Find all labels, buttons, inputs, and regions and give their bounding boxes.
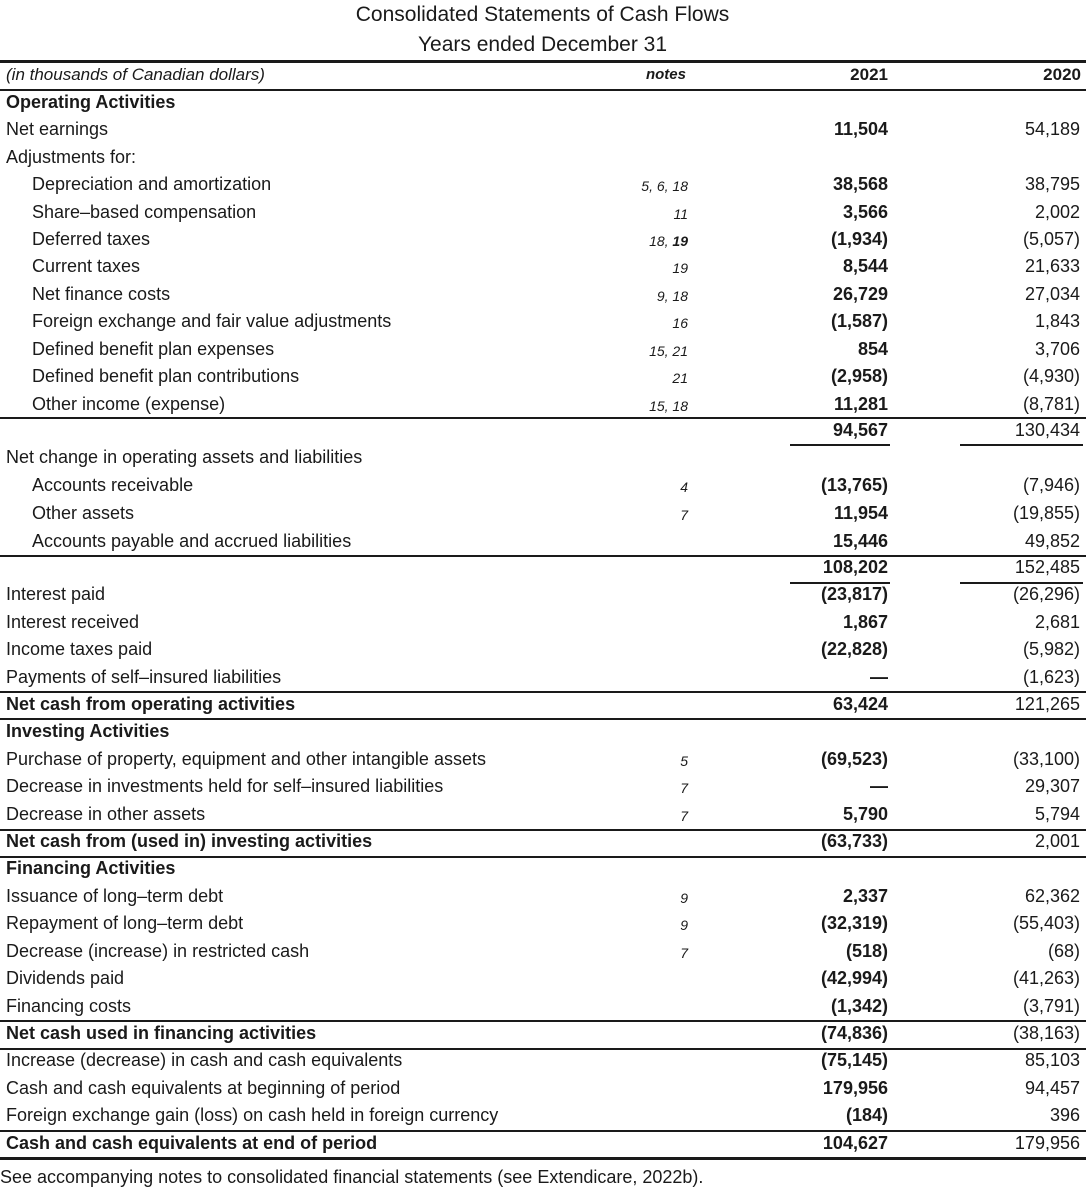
- footnote: See accompanying notes to consolidated financial statements (see Extendicare, 2022b).: [0, 1167, 704, 1187]
- value-2020: (5,982): [1022, 639, 1080, 659]
- value-2020: (8,781): [1022, 394, 1080, 414]
- value-2020: 62,362: [1024, 886, 1080, 906]
- row-label: Interest paid: [6, 584, 106, 604]
- table-row: [0, 171, 1086, 198]
- value-2021: 94,567: [832, 420, 888, 440]
- value-2020: (68): [1047, 941, 1080, 961]
- value-2021: (42,994): [820, 968, 888, 988]
- value-2020: 152,485: [1014, 557, 1080, 577]
- table-rule: [0, 718, 1086, 720]
- row-notes: [630, 228, 688, 255]
- row-label: Cash and cash equivalents at end of period: [6, 1133, 378, 1153]
- value-2021: 3,566: [842, 202, 888, 222]
- value-2020: 5,794: [1034, 804, 1080, 824]
- row-label: Accounts receivable: [32, 475, 194, 495]
- table-row: [0, 938, 1086, 965]
- value-2021: 104,627: [822, 1133, 888, 1153]
- value-2020: (5,057): [1022, 229, 1080, 249]
- row-notes: 5, 6, 18: [641, 178, 688, 194]
- value-2021: 854: [857, 339, 888, 359]
- table-rule: [0, 1048, 1086, 1050]
- row-label: Decrease in other assets: [6, 804, 206, 824]
- row-notes: 7: [680, 507, 688, 523]
- value-2020: 2,001: [1034, 831, 1080, 851]
- row-notes: 9, 18: [656, 288, 688, 304]
- row-label: Financing costs: [6, 996, 132, 1016]
- row-label: Net earnings: [6, 119, 109, 139]
- row-notes: 7: [680, 945, 688, 961]
- row-label: Net cash from operating activities: [6, 694, 296, 714]
- value-2021: —: [870, 776, 888, 796]
- table-rule: [0, 555, 1086, 557]
- value-2020: (3,791): [1022, 996, 1080, 1016]
- value-2020: 21,633: [1024, 256, 1080, 276]
- row-label: Repayment of long–term debt: [6, 913, 244, 933]
- value-2020: 121,265: [1014, 694, 1080, 714]
- table-row: [0, 528, 1086, 555]
- table-row: [0, 391, 1086, 418]
- table-row: [0, 718, 1086, 745]
- table-row: [0, 281, 1086, 308]
- row-notes: 19: [672, 260, 688, 276]
- table-row: [0, 1130, 1086, 1157]
- table-row: [0, 116, 1086, 143]
- subtotal-rule: [960, 444, 1083, 446]
- table-row: [0, 883, 1086, 910]
- row-label: Income taxes paid: [6, 639, 153, 659]
- table-row: [0, 308, 1086, 335]
- row-label: Current taxes: [32, 256, 141, 276]
- value-2021: 179,956: [822, 1078, 888, 1098]
- value-2020: (41,263): [1012, 968, 1080, 988]
- value-2021: 26,729: [832, 284, 888, 304]
- value-2021: 11,504: [833, 119, 888, 139]
- table-row: [0, 910, 1086, 937]
- table-row: [0, 1075, 1086, 1102]
- value-2020: (4,930): [1022, 366, 1080, 386]
- value-2021: 2,337: [842, 886, 888, 906]
- table-rule: [0, 691, 1086, 693]
- row-notes: 11: [673, 206, 688, 222]
- value-2021: (13,765): [820, 475, 888, 495]
- value-2021: 15,446: [832, 531, 888, 551]
- value-2020: 2,002: [1034, 202, 1080, 222]
- value-2020: 27,034: [1024, 284, 1080, 304]
- value-2020: (55,403): [1012, 913, 1080, 933]
- value-2021: 63,424: [832, 694, 888, 714]
- row-label: Net cash used in financing activities: [6, 1023, 317, 1043]
- row-label: Payments of self–insured liabilities: [6, 667, 282, 687]
- table-row: [0, 472, 1086, 499]
- table-row: [0, 500, 1086, 527]
- table-row: [0, 1047, 1086, 1074]
- table-rule: [0, 1157, 1086, 1160]
- table-row: [0, 199, 1086, 226]
- row-label: Dividends paid: [6, 968, 125, 988]
- value-2020: 85,103: [1024, 1050, 1080, 1070]
- row-label: Increase (decrease) in cash and cash equivalents: [6, 1050, 403, 1070]
- value-2021: —: [870, 667, 888, 687]
- notes-column-header: notes: [645, 66, 686, 83]
- table-row: [0, 746, 1086, 773]
- row-notes: 9: [680, 890, 688, 906]
- value-2021: 8,544: [842, 256, 888, 276]
- value-2021: (1,587): [830, 311, 888, 331]
- row-label: Other income (expense): [32, 394, 226, 414]
- row-label: Other assets: [32, 503, 135, 523]
- value-2020: 1,843: [1034, 311, 1080, 331]
- row-label: Net finance costs: [32, 284, 171, 304]
- row-notes: 16: [672, 315, 688, 331]
- row-label: Net cash from (used in) investing activities: [6, 831, 373, 851]
- row-notes: 15, 18: [649, 398, 688, 414]
- table-rule: [0, 829, 1086, 831]
- row-notes-ref-bold: 19: [672, 233, 688, 249]
- table-row: [0, 609, 1086, 636]
- row-notes: 5: [680, 753, 688, 769]
- row-label: Defined benefit plan contributions: [32, 366, 300, 386]
- table-rule: [0, 417, 1086, 419]
- row-label: Foreign exchange and fair value adjustments: [32, 311, 392, 331]
- value-2021: (184): [845, 1105, 888, 1125]
- table-row: [0, 855, 1086, 882]
- table-row: [0, 336, 1086, 363]
- value-2021: 38,568: [832, 174, 888, 194]
- row-label: Operating Activities: [6, 92, 176, 112]
- row-notes: 4: [680, 479, 688, 495]
- table-rule: [0, 1130, 1086, 1132]
- table-rule: [0, 856, 1086, 858]
- row-label: Deferred taxes: [32, 229, 151, 249]
- value-2020: 3,706: [1034, 339, 1080, 359]
- value-2020: 130,434: [1014, 420, 1080, 440]
- table-rule: [0, 1020, 1086, 1022]
- row-label: Decrease (increase) in restricted cash: [6, 941, 310, 961]
- value-2021: (2,958): [830, 366, 888, 386]
- year-2020-column-header: 2020: [1043, 65, 1081, 84]
- value-2021: 11,954: [833, 503, 888, 523]
- table-row: [0, 144, 1086, 171]
- row-notes: 7: [680, 808, 688, 824]
- subtotal-rule: [790, 582, 890, 584]
- value-2021: (69,523): [820, 749, 888, 769]
- row-label: Adjustments for:: [6, 147, 137, 167]
- value-2020: 54,189: [1024, 119, 1080, 139]
- subtotal-row: [0, 554, 1086, 581]
- subtotal-rule: [960, 582, 1083, 584]
- row-label: Net change in operating assets and liabilities: [6, 447, 363, 467]
- value-2021: (518): [845, 941, 888, 961]
- row-label: Investing Activities: [6, 721, 170, 741]
- year-2021-column-header: 2021: [850, 65, 888, 84]
- value-2021: 5,790: [842, 804, 888, 824]
- table-row: [0, 581, 1086, 608]
- value-2020: (33,100): [1012, 749, 1080, 769]
- value-2020: (19,855): [1012, 503, 1080, 523]
- value-2020: 29,307: [1024, 776, 1080, 796]
- row-label: Foreign exchange gain (loss) on cash held in foreign currency: [6, 1105, 499, 1125]
- value-2021: 108,202: [822, 557, 888, 577]
- table-row: [0, 226, 1086, 253]
- value-2021: (1,342): [830, 996, 888, 1016]
- table-row: [0, 664, 1086, 691]
- row-label: Depreciation and amortization: [32, 174, 272, 194]
- value-2020: (1,623): [1022, 667, 1080, 687]
- value-2021: (1,934): [830, 229, 888, 249]
- table-row: [0, 993, 1086, 1020]
- table-row: [0, 828, 1086, 855]
- table-row: [0, 89, 1086, 116]
- table-row: [0, 363, 1086, 390]
- row-notes: 9: [680, 917, 688, 933]
- value-2020: 94,457: [1024, 1078, 1080, 1098]
- value-2020: 49,852: [1024, 531, 1080, 551]
- statement-title: Consolidated Statements of Cash Flows: [355, 3, 730, 26]
- table-row: [0, 691, 1086, 718]
- value-2020: (7,946): [1022, 475, 1080, 495]
- row-notes: 15, 21: [649, 343, 688, 359]
- value-2021: (74,836): [820, 1023, 888, 1043]
- statement-subtitle: Years ended December 31: [417, 33, 668, 56]
- table-row: [0, 253, 1086, 280]
- value-2020: 38,795: [1024, 174, 1080, 194]
- row-label: Interest received: [6, 612, 140, 632]
- row-label: Share–based compensation: [32, 202, 257, 222]
- table-row: [0, 1102, 1086, 1129]
- row-label: Issuance of long–term debt: [6, 886, 224, 906]
- row-label: Cash and cash equivalents at beginning of period: [6, 1078, 401, 1098]
- row-label: Decrease in investments held for self–insured liabilities: [6, 776, 444, 796]
- value-2020: 2,681: [1034, 612, 1080, 632]
- table-row: [0, 965, 1086, 992]
- value-2021: (32,319): [820, 913, 888, 933]
- row-notes: 7: [680, 780, 688, 796]
- table-row: [0, 636, 1086, 663]
- value-2021: (23,817): [820, 584, 888, 604]
- row-notes: 21: [672, 370, 688, 386]
- value-2020: 179,956: [1014, 1133, 1080, 1153]
- units-label: (in thousands of Canadian dollars): [6, 65, 265, 84]
- table-row: [0, 1020, 1086, 1047]
- value-2021: (63,733): [820, 831, 888, 851]
- row-label: Purchase of property, equipment and other intangible assets: [6, 749, 486, 769]
- value-2020: (38,163): [1012, 1023, 1080, 1043]
- value-2021: 1,867: [842, 612, 888, 632]
- row-label: Defined benefit plan expenses: [32, 339, 275, 359]
- row-label: Financing Activities: [6, 858, 176, 878]
- subtotal-row: [0, 417, 1086, 444]
- value-2021: 11,281: [833, 394, 888, 414]
- value-2020: 396: [1049, 1105, 1080, 1125]
- value-2021: (75,145): [820, 1050, 888, 1070]
- value-2021: (22,828): [820, 639, 888, 659]
- table-row: [0, 801, 1086, 828]
- table-row: [0, 773, 1086, 800]
- row-label: Accounts payable and accrued liabilities: [32, 531, 352, 551]
- subtotal-rule: [790, 444, 890, 446]
- value-2020: (26,296): [1012, 584, 1080, 604]
- row-notes-ref: 18,: [649, 233, 673, 249]
- table-row: [0, 444, 1086, 471]
